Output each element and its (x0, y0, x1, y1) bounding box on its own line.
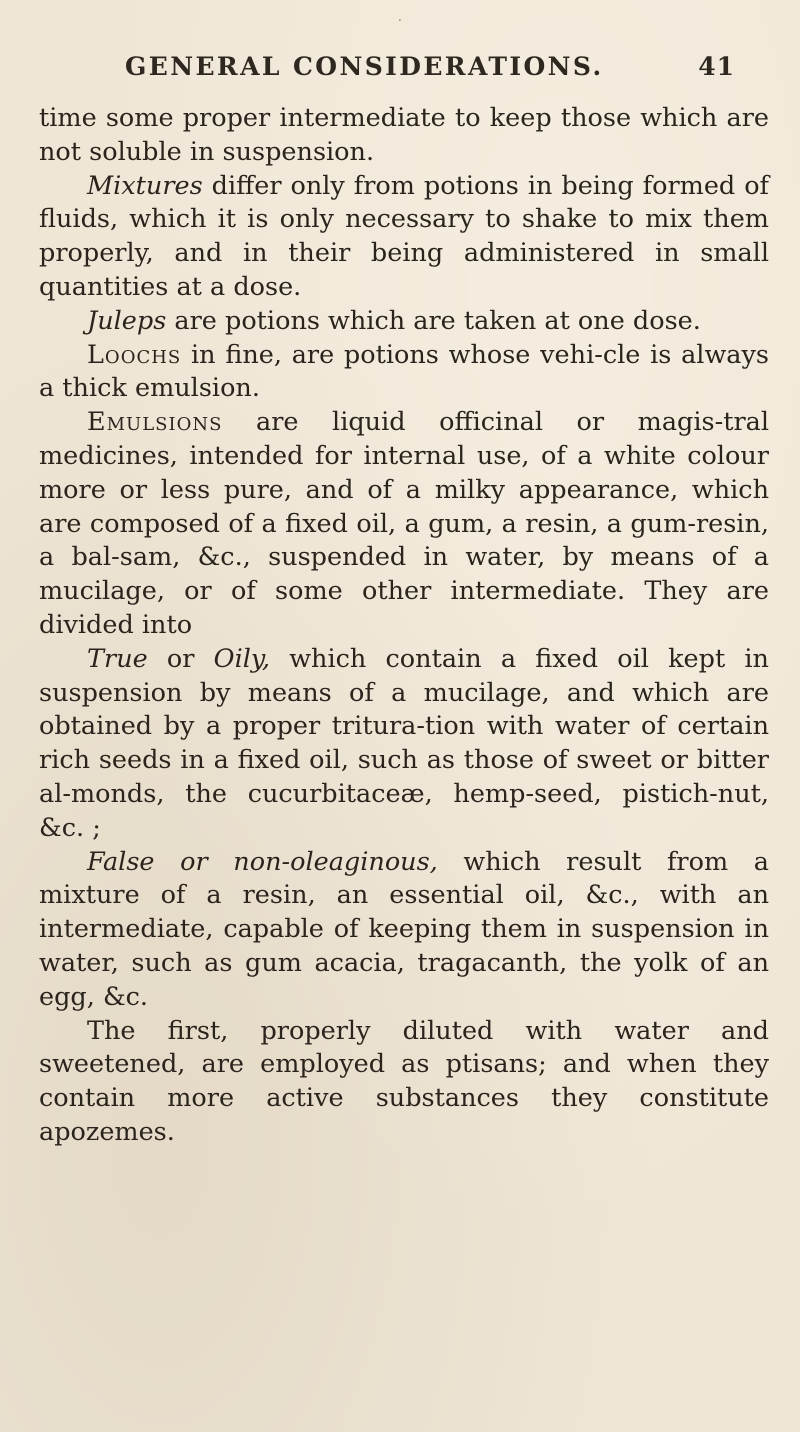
or-text: or (147, 643, 214, 674)
paragraph-false (39, 846, 769, 1015)
true-oily-text: which contain a fixed oil kept in suspension by means of a mucilage, and which are obtained by a proper tritura-tion with water of certain rich seeds in a fixed oil, such as those of sweet or bitter al-monds, the cucurbitaceæ, hemp-seed, pistich-nut, &c. ; (39, 643, 769, 843)
term-false: False or non-oleaginous, (87, 846, 438, 877)
paragraph-true-oily (39, 643, 769, 846)
paragraph-mixtures (39, 170, 769, 305)
emulsions-text: are liquid officinal or magis-tral medicines, intended for internal use, of a white colour more or less pure, and of a milky appearance, which are composed of a fixed oil, a gum, a resin, a gum-resin, a bal-sam, &c., suspended in water, by means of a mucilage, or of some other intermediate. They are divided into (39, 407, 769, 640)
paragraph-continuation: time some proper intermediate to keep those which are not soluble in suspension. (39, 103, 769, 167)
paragraph-juleps (39, 305, 769, 339)
paragraph-first: The first, properly diluted with water and sweetened, are employed as ptisans; and when they contain more active substances they constitute apozemes. (39, 1015, 769, 1147)
running-title: GENERAL CONSIDERATIONS. (125, 52, 604, 81)
paragraph-loochs (39, 339, 769, 407)
term-emulsions: Emulsions (87, 407, 223, 438)
printer-mark: . (398, 10, 402, 24)
term-mixtures: Mixtures (87, 170, 203, 201)
paragraph-emulsions (39, 406, 769, 643)
body-text (39, 102, 769, 1150)
page-number: 41 (698, 52, 735, 81)
loochs-text: in fine, are potions whose vehi-cle is always a thick emulsion. (39, 339, 769, 404)
mixtures-text: differ only from potions in being formed of fluids, which it is only necessary to shake to mix them properly, and in their being administered in small quantities at a dose. (39, 170, 769, 302)
term-loochs: Loochs (87, 339, 182, 370)
juleps-text: are potions which are taken at one dose. (166, 305, 701, 336)
false-text: which result from a mixture of a resin, an essential oil, &c., with an intermediate, capable of keeping them in suspension in water, such as gum acacia, tragacanth, the yolk of an egg, &c. (39, 846, 769, 1012)
page-header (125, 52, 735, 92)
term-juleps: Juleps (87, 305, 167, 336)
term-true: True (87, 643, 148, 674)
term-oily: Oily, (213, 643, 271, 674)
